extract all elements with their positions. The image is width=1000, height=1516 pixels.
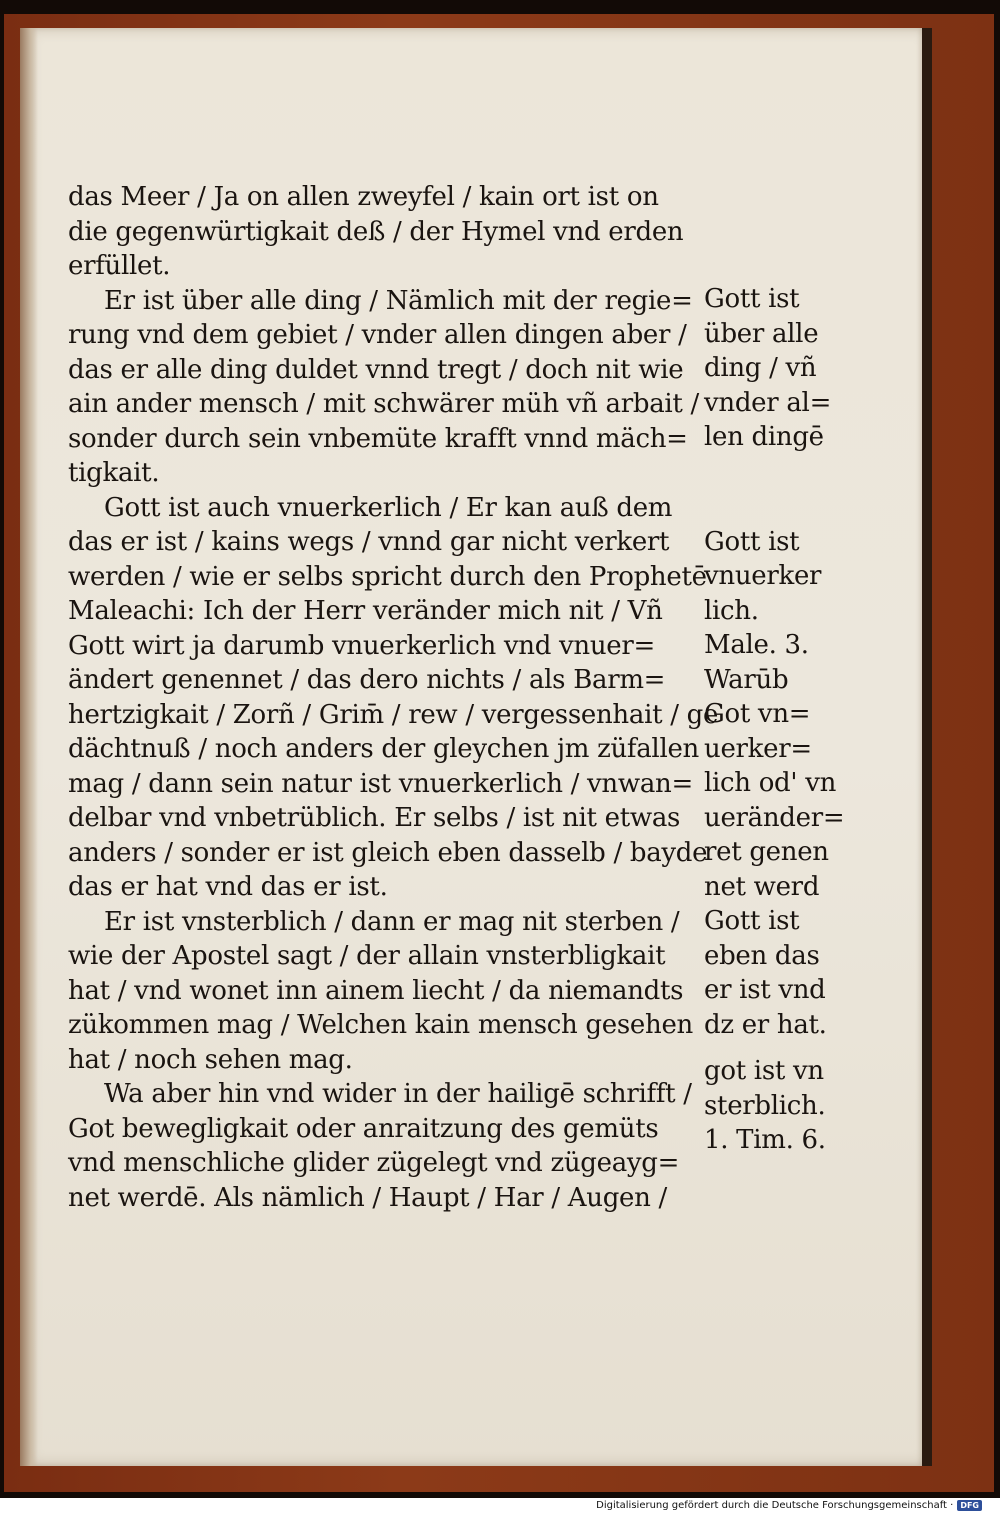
text-line: Er ist über alle ding / Nämlich mit der regie=: [104, 285, 693, 316]
text-line: wie der Apostel sagt / der allain vnsterbligkait: [68, 941, 666, 971]
text-line: das er hat vnd das er ist.: [68, 872, 388, 902]
margin-note-line: Warūb: [704, 664, 789, 695]
credit-text: Digitalisierung gefördert durch die Deutsche Forschungsgemeinschaft ·: [596, 1500, 954, 1511]
margin-note-line: got ist vn: [704, 1056, 824, 1086]
margin-note-line: er ist vnd: [704, 975, 826, 1005]
margin-note-line: ret genen: [704, 837, 829, 867]
margin-note-line: eben das: [704, 940, 820, 971]
margin-note-line: Male. 3.: [704, 630, 809, 660]
text-line: das er ist / kains wegs / vnnd gar nicht verkert: [68, 527, 670, 557]
text-line: mag / dann sein natur ist vnuerkerlich / vnwan=: [68, 768, 693, 799]
margin-note-line: len dingē: [704, 422, 824, 452]
text-line: das Meer / Ja on allen zweyfel / kain ort ist on: [68, 182, 659, 212]
margin-note-line: über alle: [704, 318, 819, 349]
text-line: net werdē. Als nämlich / Haupt / Har / Augen /: [68, 1182, 668, 1213]
margin-note-line: Gott ist: [704, 284, 800, 314]
text-line: werden / wie er selbs spricht durch den Prophetē: [68, 561, 707, 592]
margin-note-line: Gott ist: [704, 906, 800, 936]
text-line: Maleachi: Ich der Herr veränder mich nit / Vñ: [68, 596, 663, 626]
margin-note-line: lich.: [704, 595, 759, 626]
text-line: anders / sonder er ist gleich eben dasselb / bayde: [68, 837, 708, 868]
text-line: zükommen mag / Welchen kain mensch gesehen: [68, 1010, 693, 1040]
margin-note-line: 1. Tim. 6.: [704, 1125, 826, 1155]
text-line: das er alle ding duldet vnnd tregt / doch nit wie: [68, 354, 684, 385]
text-line: delbar vnd vnbetrüblich. Er selbs / ist nit etwas: [68, 803, 681, 833]
digitization-credit: [596, 1500, 982, 1511]
margin-note-line: Gott ist: [704, 526, 800, 557]
page-edge: [922, 28, 932, 1466]
text-line: tigkait.: [68, 458, 160, 488]
text-line: hat / vnd wonet inn ainem liecht / da niemandts: [68, 975, 684, 1006]
dfg-logo-icon: DFG: [957, 1500, 982, 1511]
margin-note-line: lich od' vn: [704, 768, 837, 798]
text-line: Got bewegligkait oder anraitzung des gemüts: [68, 1113, 659, 1144]
text-line: Gott ist auch vnuerkerlich / Er kan auß dem: [104, 492, 673, 523]
text-line: Gott wirt ja darumb vnuerkerlich vnd vnuer=: [68, 630, 655, 661]
margin-note-line: uerker=: [704, 733, 812, 764]
margin-note-line: net werd: [704, 871, 820, 902]
text-line: hertzigkait / Zorñ / Grim̄ / rew / vergessenhait / ge: [68, 699, 719, 730]
page-gutter: [20, 28, 38, 1466]
text-line: rung vnd dem gebiet / vnder allen dingen aber /: [68, 320, 687, 350]
text-line: die gegenwürtigkait deß / der Hymel vnd erden: [68, 216, 684, 247]
text-line: Er ist vnsterblich / dann er mag nit sterben /: [104, 906, 680, 937]
marginal-notes: [704, 282, 845, 1158]
text-line: sonder durch sein vnbemüte krafft vnnd mäch=: [68, 423, 688, 454]
text-line: erfüllet.: [68, 251, 171, 281]
text-line: Wa aber hin vnd wider in der hailigē schrifft /: [104, 1079, 692, 1109]
text-line: ain ander mensch / mit schwärer müh vñ arbait /: [68, 389, 699, 419]
margin-note-line: vnuerker: [704, 561, 822, 591]
margin-note-line: dz er hat.: [704, 1009, 827, 1040]
main-text-block: [68, 180, 719, 1215]
margin-note-line: sterblich.: [704, 1090, 826, 1121]
margin-note-line: ding / vñ: [704, 353, 817, 383]
margin-note-line: vnder al=: [704, 387, 832, 418]
text-line: hat / noch sehen mag.: [68, 1044, 353, 1075]
text-line: vnd menschliche glider zügelegt vnd zügeayg=: [68, 1148, 680, 1178]
margin-note-line: Got vn=: [704, 699, 811, 729]
text-line: dächtnuß / noch anders der gleychen jm züfallen: [68, 734, 700, 764]
margin-note-line: ueränder=: [704, 802, 845, 833]
text-line: ändert genennet / das dero nichts / als Barm=: [68, 665, 666, 695]
